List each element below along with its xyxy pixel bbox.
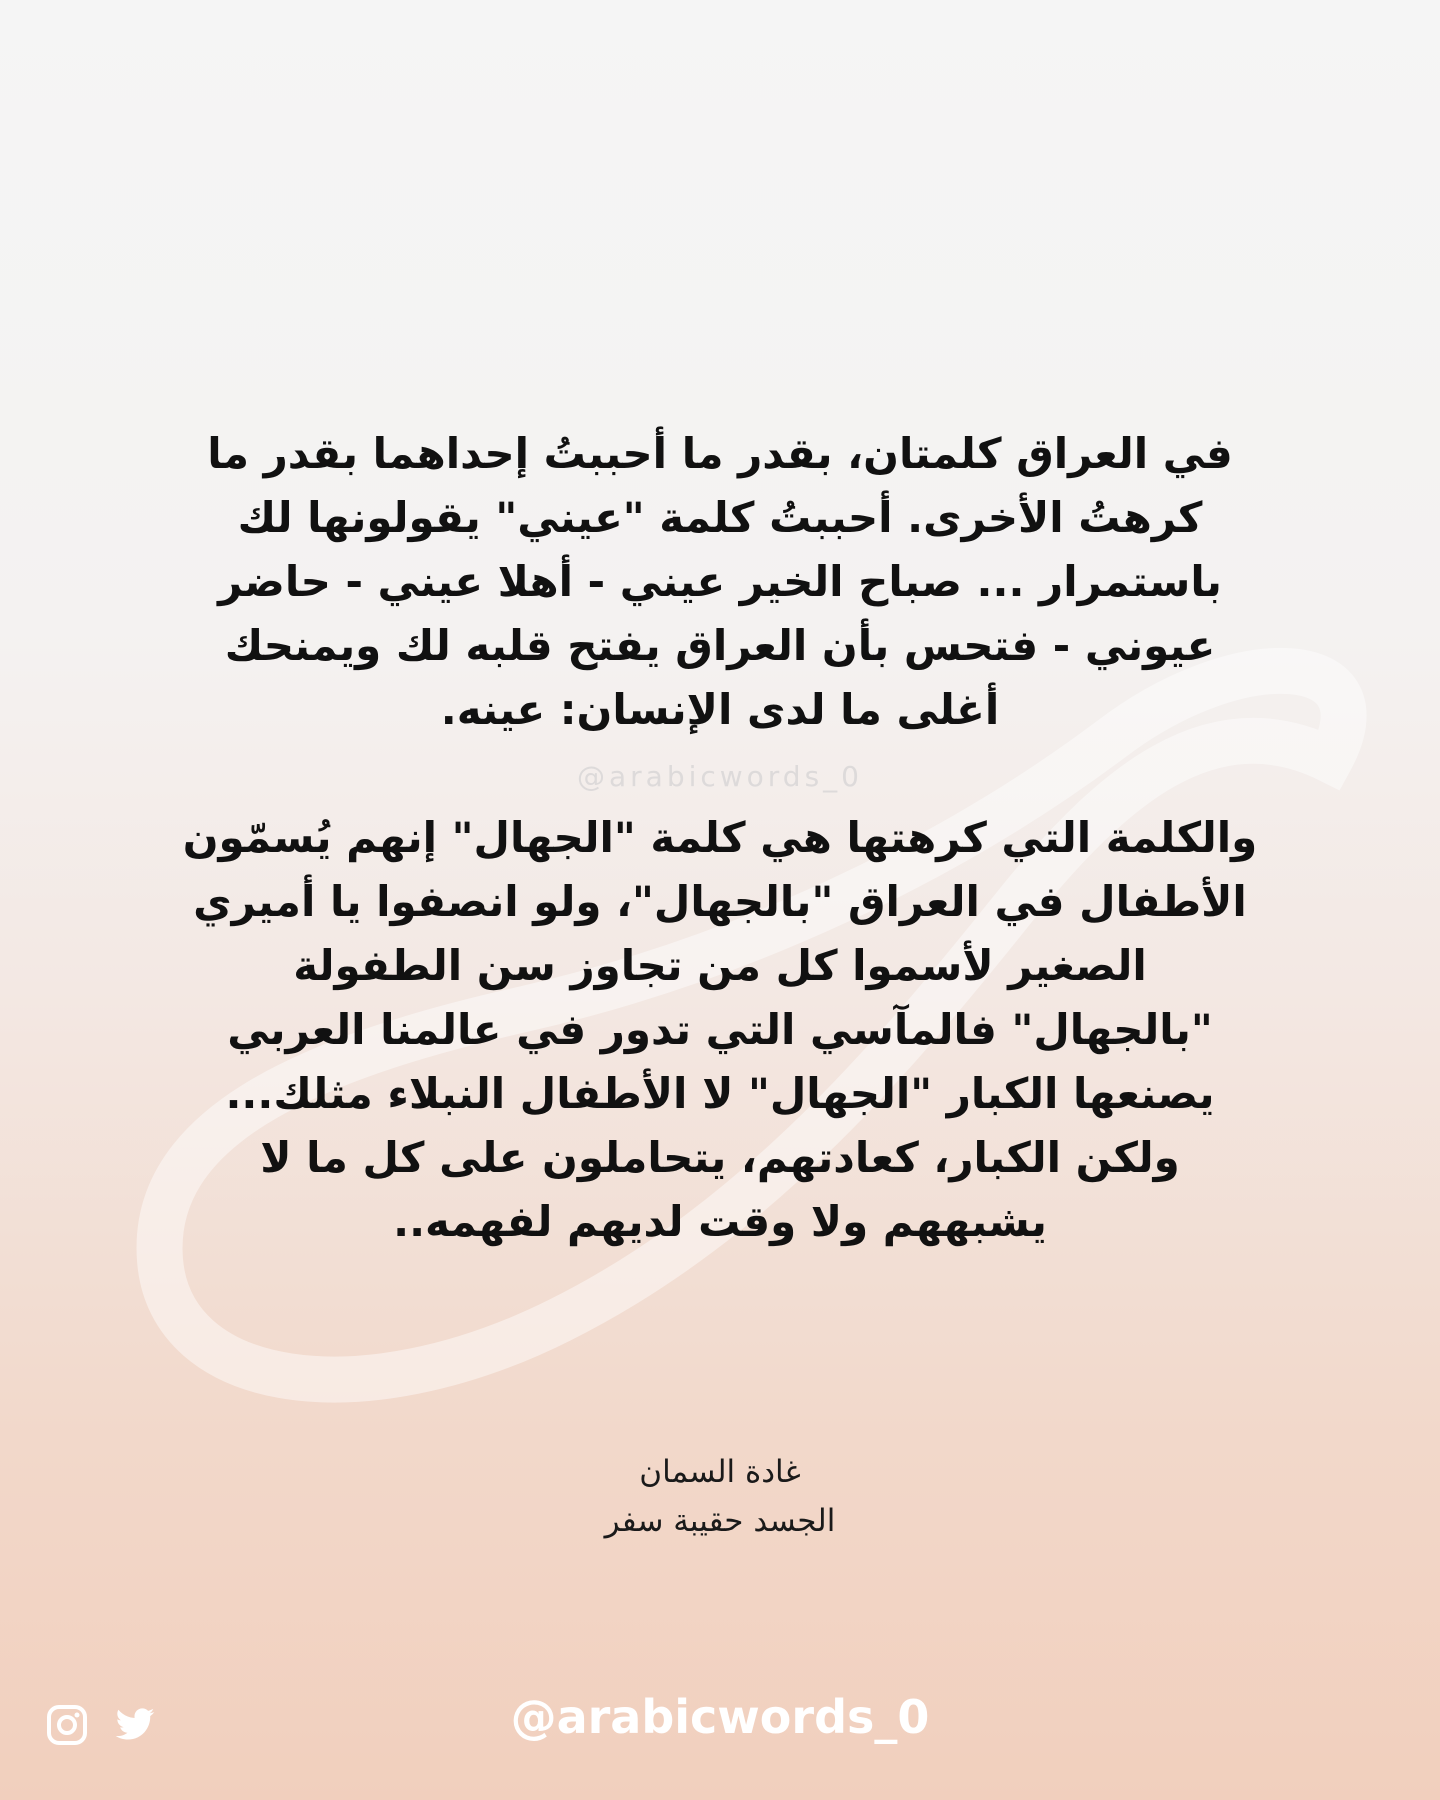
quote-line: كرهتُ الأخرى. أحببتُ كلمة "عيني" يقولونها لك [237,493,1203,542]
book-title: الجسد حقيبة سفر [604,1503,836,1539]
quote-line: الأطفال في العراق "بالجهال"، ولو انصفوا يا أميري [193,877,1247,926]
quote-line: يشبههم ولا وقت لديهم لفهمه.. [393,1197,1047,1246]
quote-line: أغلى ما لدى الإنسان: عينه. [440,685,1000,734]
quote-line: باستمرار ... صباح الخير عيني - أهلا عيني - حاضر [218,557,1222,606]
quote-line: في العراق كلمتان، بقدر ما أحببتُ إحداهما بقدر ما [207,429,1233,478]
watermark: @arabicwords_0 [576,760,863,793]
quote-line: الصغير لأسموا كل من تجاوز سن الطفولة [293,941,1147,990]
quote-paragraph-2 [130,806,1310,1254]
quote-line: يصنعها الكبار "الجهال" لا الأطفال النبلاء مثلك... [225,1069,1215,1118]
quote-line: "بالجهال" فالمآسي التي تدور في عالمنا العربي [227,1005,1213,1054]
quote-line: ولكن الكبار، كعادتهم، يتحاملون على كل ما لا [260,1133,1180,1182]
quote-line: عيوني - فتحس بأن العراق يفتح قلبه لك ويمنحك [224,621,1216,670]
author-name: غادة السمان [639,1454,801,1490]
quote-paragraph-1 [130,422,1310,742]
attribution [0,1448,1440,1546]
account-handle[interactable]: @arabicwords_0 [510,1690,930,1744]
quote-line: والكلمة التي كرهتها هي كلمة "الجهال" إنهم يُسمّون [182,813,1258,862]
